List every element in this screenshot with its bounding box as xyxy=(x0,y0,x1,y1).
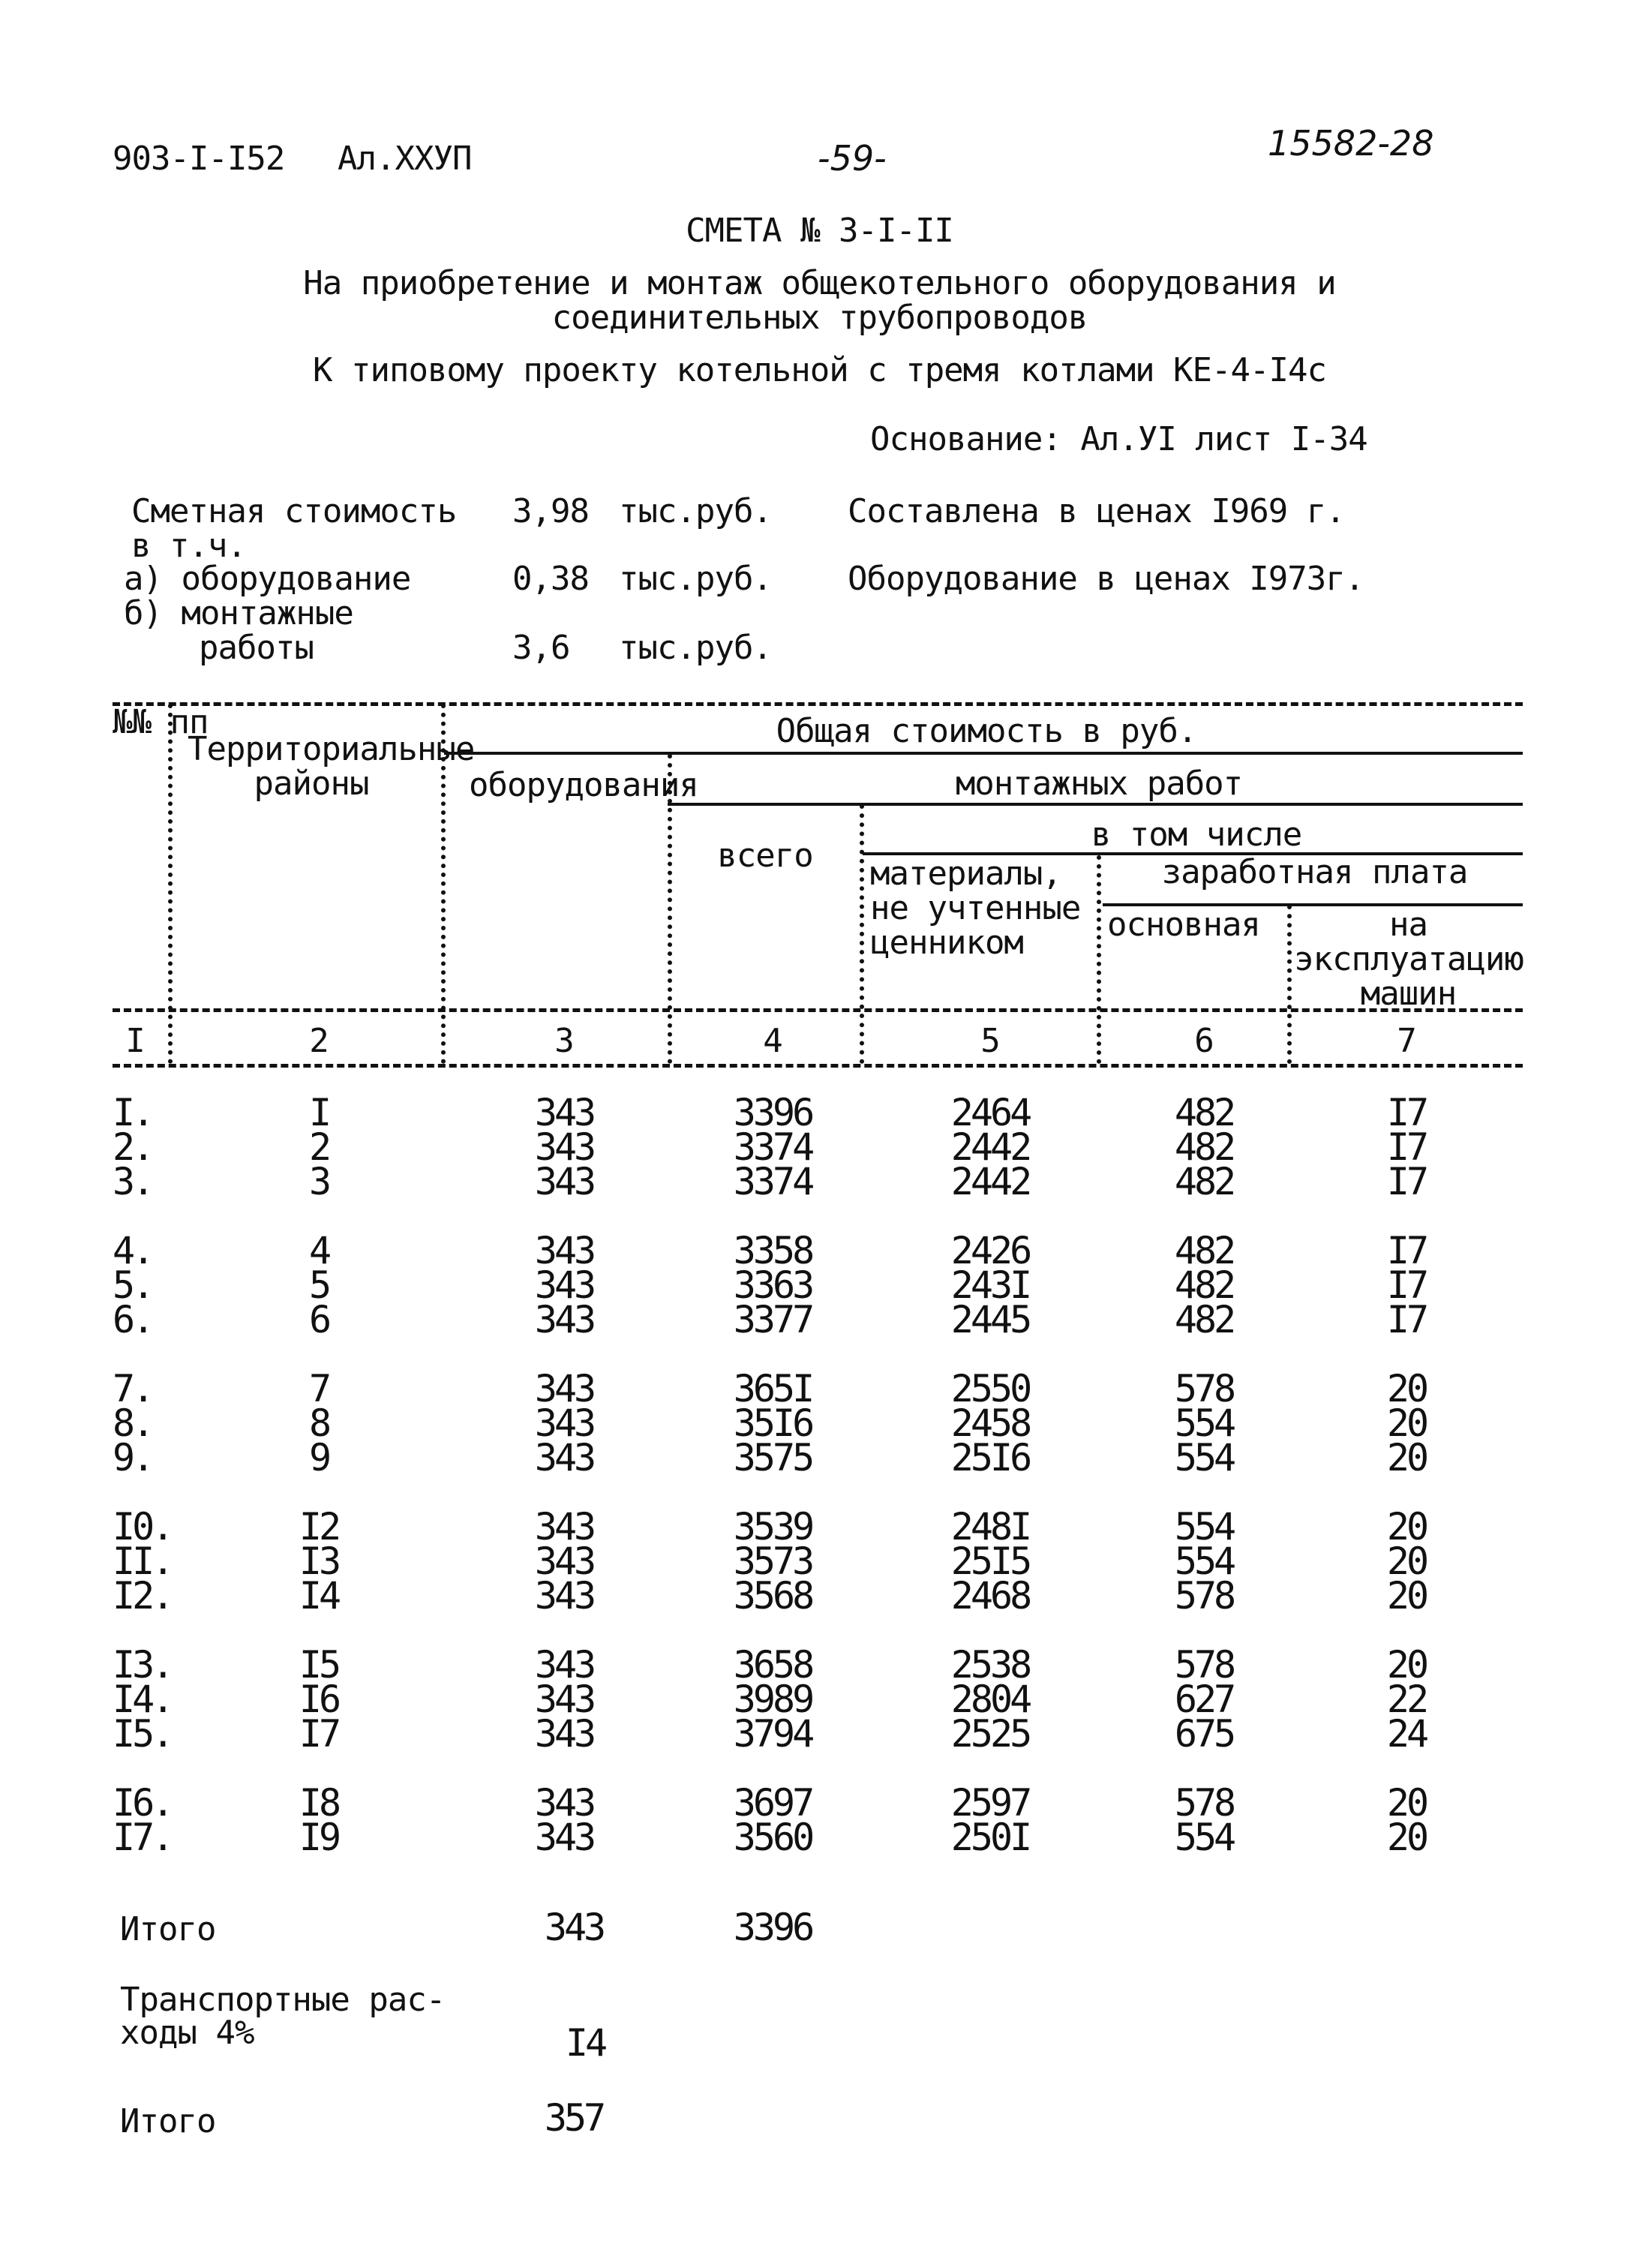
table-cell-col-1: 2. xyxy=(113,1125,152,1169)
header-materials: материалы, не учтенные ценником xyxy=(870,855,1081,962)
table-cell-col-7: 20 xyxy=(1386,1540,1427,1583)
table-cell-col-3: 343 xyxy=(534,1229,594,1272)
table-cell-col-1: I7. xyxy=(113,1816,172,1859)
table-cell-col-4: 3989 xyxy=(733,1678,812,1721)
column-number-4: 4 xyxy=(763,1022,782,1060)
table-cell-col-4: 3396 xyxy=(733,1091,812,1134)
table-cell-col-3: 343 xyxy=(534,1401,594,1445)
table-cell-col-2: I8 xyxy=(299,1781,339,1825)
table-cell-col-6: 554 xyxy=(1174,1436,1234,1479)
table-cell-col-4: 3658 xyxy=(733,1643,812,1687)
table-cell-col-2: 7 xyxy=(308,1367,329,1410)
table-cell-col-3: 343 xyxy=(534,1263,594,1307)
table-cell-col-5: 250I xyxy=(950,1816,1030,1859)
table-cell-col-3: 343 xyxy=(534,1712,594,1756)
table-cell-col-2: 9 xyxy=(308,1436,329,1479)
table-cell-col-6: 578 xyxy=(1174,1574,1234,1618)
table-cell-col-3: 343 xyxy=(534,1436,594,1479)
divider-5 xyxy=(1097,855,1101,1064)
table-cell-col-2: 4 xyxy=(308,1229,329,1272)
table-cell-col-6: 482 xyxy=(1174,1229,1234,1272)
total-cost-rule xyxy=(444,752,1523,755)
table-cell-col-4: 3358 xyxy=(733,1229,812,1272)
table-cell-col-2: 5 xyxy=(308,1263,329,1307)
table-cell-col-1: 5. xyxy=(113,1263,152,1307)
install-cost-unit: тыс.руб. xyxy=(619,629,772,667)
table-cell-col-4: 3374 xyxy=(733,1125,812,1169)
table-cell-col-6: 482 xyxy=(1174,1091,1234,1134)
table-cell-col-7: I7 xyxy=(1386,1298,1427,1341)
table-cell-col-3: 343 xyxy=(534,1091,594,1134)
install-works-rule xyxy=(668,803,1523,806)
basis-reference: Основание: Ал.УI лист I-34 xyxy=(870,420,1367,458)
total-cost-unit: тыс.руб. xyxy=(619,492,772,530)
table-cell-col-3: 343 xyxy=(534,1816,594,1859)
table-cell-col-7: I7 xyxy=(1386,1125,1427,1169)
table-cell-col-7: 24 xyxy=(1386,1712,1427,1756)
table-cell-col-4: 365I xyxy=(733,1367,812,1410)
table-cell-col-1: 3. xyxy=(113,1160,152,1203)
itogo-works-value: 3396 xyxy=(733,1906,812,1949)
table-cell-col-4: 3560 xyxy=(733,1816,812,1859)
table-cell-col-6: 482 xyxy=(1174,1263,1234,1307)
table-cell-col-1: I2. xyxy=(113,1574,172,1618)
table-cell-col-5: 248I xyxy=(950,1505,1030,1549)
column-number-3: 3 xyxy=(554,1022,574,1060)
table-cell-col-7: I7 xyxy=(1386,1160,1427,1203)
table-cell-col-1: 6. xyxy=(113,1298,152,1341)
header-all: всего xyxy=(717,837,813,875)
table-cell-col-5: 25I6 xyxy=(950,1436,1030,1479)
header-incl: в том числе xyxy=(1091,816,1302,854)
table-cell-col-6: 554 xyxy=(1174,1401,1234,1445)
column-number-7: 7 xyxy=(1397,1022,1416,1060)
table-cell-col-1: I6. xyxy=(113,1781,172,1825)
table-cell-col-1: 9. xyxy=(113,1436,152,1479)
table-cell-col-5: 2464 xyxy=(950,1091,1030,1134)
col-number-rule xyxy=(113,1064,1523,1068)
table-cell-col-6: 675 xyxy=(1174,1712,1234,1756)
column-number-2: 2 xyxy=(309,1022,329,1060)
table-cell-col-5: 25I5 xyxy=(950,1540,1030,1583)
table-cell-col-3: 343 xyxy=(534,1678,594,1721)
table-cell-col-5: 2538 xyxy=(950,1643,1030,1687)
table-cell-col-6: 482 xyxy=(1174,1125,1234,1169)
estimate-subtitle-3: К типовому проекту котельной с тремя котлами КЕ-4-I4с xyxy=(313,351,1326,389)
table-cell-col-4: 3794 xyxy=(733,1712,812,1756)
table-cell-col-3: 343 xyxy=(534,1540,594,1583)
sheet-code: 15582-28 xyxy=(1268,123,1434,164)
table-cell-col-1: I5. xyxy=(113,1712,172,1756)
table-cell-col-2: I3 xyxy=(299,1540,339,1583)
table-cell-col-6: 482 xyxy=(1174,1160,1234,1203)
table-cell-col-6: 578 xyxy=(1174,1643,1234,1687)
header-no: №№ пп xyxy=(113,703,209,741)
table-cell-col-4: 3377 xyxy=(733,1298,812,1341)
table-cell-col-6: 627 xyxy=(1174,1678,1234,1721)
table-cell-col-6: 554 xyxy=(1174,1505,1234,1549)
prices-note: Составлена в ценах I969 г. xyxy=(848,492,1345,530)
incl-label: в т.ч. xyxy=(131,527,246,565)
table-cell-col-6: 578 xyxy=(1174,1781,1234,1825)
table-cell-col-7: 20 xyxy=(1386,1574,1427,1618)
table-cell-col-5: 2458 xyxy=(950,1401,1030,1445)
install-cost-label-2: работы xyxy=(199,629,314,667)
table-cell-col-6: 578 xyxy=(1174,1367,1234,1410)
table-cell-col-7: 22 xyxy=(1386,1678,1427,1721)
equipment-cost-value: 0,38 xyxy=(512,560,589,598)
table-cell-col-1: I. xyxy=(113,1091,152,1134)
transport-label-1: Транспортные рас- xyxy=(120,1981,446,2019)
equipment-cost-unit: тыс.руб. xyxy=(619,560,772,598)
table-cell-col-1: 8. xyxy=(113,1401,152,1445)
itogo-label-1: Итого xyxy=(120,1910,216,1948)
table-cell-col-2: I2 xyxy=(299,1505,339,1549)
header-wages-main: основная xyxy=(1107,906,1260,944)
column-number-5: 5 xyxy=(980,1022,1000,1060)
table-cell-col-2: I4 xyxy=(299,1574,339,1618)
total-cost-label: Сметная стоимость xyxy=(131,492,457,530)
table-cell-col-5: 2468 xyxy=(950,1574,1030,1618)
table-cell-col-2: 3 xyxy=(308,1160,329,1203)
header-install-works: монтажных работ xyxy=(955,765,1243,803)
divider-1 xyxy=(168,704,173,1064)
table-cell-col-2: I xyxy=(308,1091,329,1134)
header-total-cost: Общая стоимость в руб. xyxy=(776,712,1197,750)
table-cell-col-7: 20 xyxy=(1386,1643,1427,1687)
column-number-1: I xyxy=(125,1022,145,1060)
estimate-subtitle-1: На приобретение и монтаж общекотельного оборудования и xyxy=(303,264,1336,302)
album-ref: Ал.ХХУП xyxy=(338,140,472,178)
table-cell-col-1: I4. xyxy=(113,1678,172,1721)
table-cell-col-4: 3697 xyxy=(733,1781,812,1825)
table-cell-col-3: 343 xyxy=(534,1643,594,1687)
table-cell-col-5: 2442 xyxy=(950,1160,1030,1203)
equipment-cost-label: а) оборудование xyxy=(124,560,411,598)
doc-code: 903-I-I52 xyxy=(113,140,285,178)
itogo-total-value: 357 xyxy=(544,2096,604,2140)
table-cell-col-2: I5 xyxy=(299,1643,339,1687)
table-cell-col-5: 2445 xyxy=(950,1298,1030,1341)
table-cell-col-2: 8 xyxy=(308,1401,329,1445)
itogo-label-2: Итого xyxy=(120,2102,216,2140)
table-cell-col-2: 2 xyxy=(308,1125,329,1169)
table-cell-col-3: 343 xyxy=(534,1367,594,1410)
table-cell-col-7: 20 xyxy=(1386,1401,1427,1445)
estimate-title: СМЕТА № 3-I-II xyxy=(686,212,953,250)
table-cell-col-1: II. xyxy=(113,1540,172,1583)
table-cell-col-4: 3363 xyxy=(733,1263,812,1307)
table-cell-col-4: 3539 xyxy=(733,1505,812,1549)
table-cell-col-2: I7 xyxy=(299,1712,339,1756)
table-cell-col-5: 2426 xyxy=(950,1229,1030,1272)
table-cell-col-1: 4. xyxy=(113,1229,152,1272)
install-cost-label-1: б) монтажные xyxy=(124,594,353,632)
table-cell-col-2: I9 xyxy=(299,1816,339,1859)
table-cell-col-5: 2442 xyxy=(950,1125,1030,1169)
table-cell-col-4: 3374 xyxy=(733,1160,812,1203)
table-cell-col-3: 343 xyxy=(534,1574,594,1618)
table-cell-col-7: 20 xyxy=(1386,1816,1427,1859)
table-cell-col-7: I7 xyxy=(1386,1091,1427,1134)
table-cell-col-4: 3575 xyxy=(733,1436,812,1479)
table-cell-col-2: I6 xyxy=(299,1678,339,1721)
table-cell-col-4: 3568 xyxy=(733,1574,812,1618)
total-cost-value: 3,98 xyxy=(512,492,589,530)
table-cell-col-7: I7 xyxy=(1386,1229,1427,1272)
table-cell-col-1: I0. xyxy=(113,1505,172,1549)
header-equipment: оборудования xyxy=(469,766,698,804)
table-cell-col-4: 35I6 xyxy=(733,1401,812,1445)
table-cell-col-3: 343 xyxy=(534,1781,594,1825)
table-cell-col-4: 3573 xyxy=(733,1540,812,1583)
column-number-6: 6 xyxy=(1194,1022,1214,1060)
divider-4 xyxy=(860,804,864,1064)
table-cell-col-5: 2525 xyxy=(950,1712,1030,1756)
table-cell-col-2: 6 xyxy=(308,1298,329,1341)
divider-6 xyxy=(1287,905,1292,1064)
transport-label-2: ходы 4% xyxy=(120,2014,254,2052)
table-cell-col-1: 7. xyxy=(113,1367,152,1410)
table-cell-col-5: 243I xyxy=(950,1263,1030,1307)
table-cell-col-7: I7 xyxy=(1386,1263,1427,1307)
equipment-prices-note: Оборудование в ценах I973г. xyxy=(848,560,1364,598)
itogo-equipment-value: 343 xyxy=(544,1906,604,1949)
table-cell-col-5: 2597 xyxy=(950,1781,1030,1825)
transport-value: I4 xyxy=(565,2021,605,2065)
table-cell-col-3: 343 xyxy=(534,1505,594,1549)
table-cell-col-7: 20 xyxy=(1386,1367,1427,1410)
table-cell-col-7: 20 xyxy=(1386,1436,1427,1479)
table-cell-col-1: I3. xyxy=(113,1643,172,1687)
table-top-rule xyxy=(113,702,1523,706)
estimate-subtitle-2: соединительных трубопроводов xyxy=(551,299,1088,337)
table-cell-col-6: 482 xyxy=(1174,1298,1234,1341)
table-cell-col-7: 20 xyxy=(1386,1505,1427,1549)
table-cell-col-5: 2550 xyxy=(950,1367,1030,1410)
table-cell-col-3: 343 xyxy=(534,1125,594,1169)
header-wages-machines: на эксплуатацию машин xyxy=(1294,906,1523,1013)
install-cost-value: 3,6 xyxy=(512,629,570,667)
header-territory: Территориальные районы xyxy=(188,730,475,803)
table-cell-col-5: 2804 xyxy=(950,1678,1030,1721)
table-cell-col-7: 20 xyxy=(1386,1781,1427,1825)
page-number: -59- xyxy=(818,138,887,179)
table-cell-col-6: 554 xyxy=(1174,1540,1234,1583)
table-cell-col-6: 554 xyxy=(1174,1816,1234,1859)
table-cell-col-3: 343 xyxy=(534,1160,594,1203)
header-wages: заработная плата xyxy=(1161,853,1468,891)
table-cell-col-3: 343 xyxy=(534,1298,594,1341)
